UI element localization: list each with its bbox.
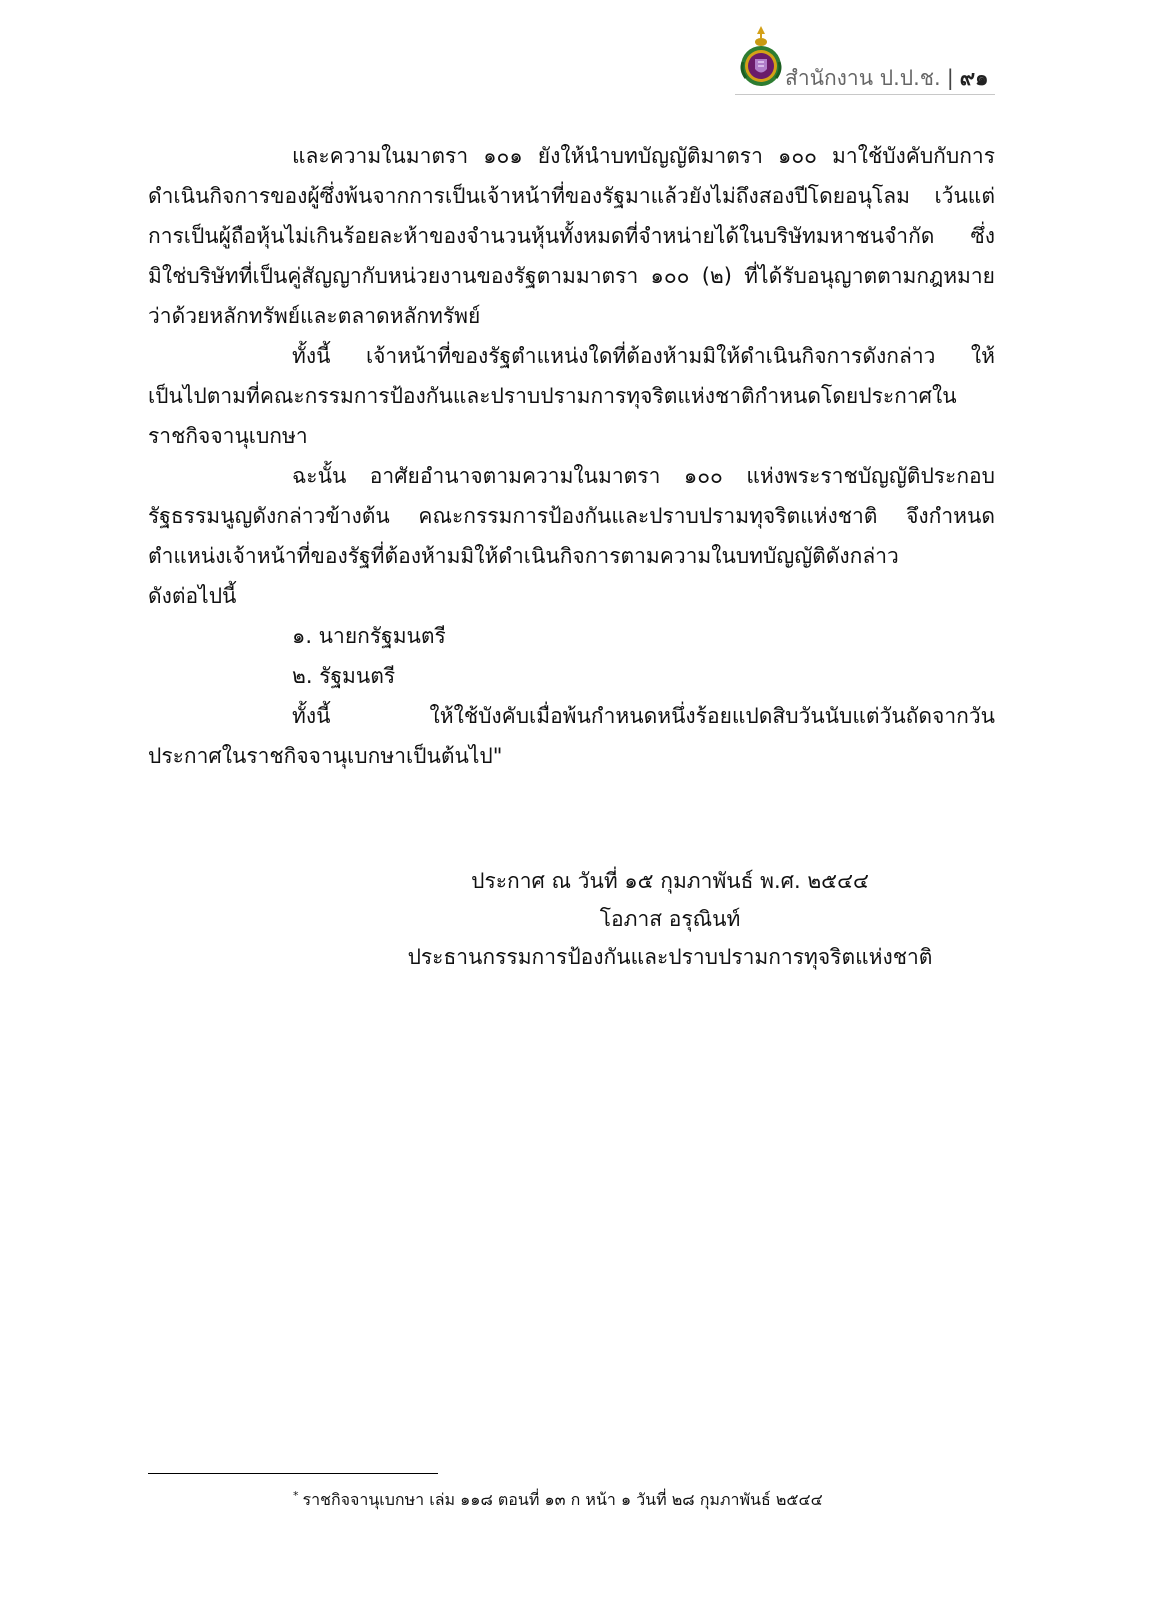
paragraph-line: ดำเนินกิจการของผู้ซึ่งพ้นจากการเป็นเจ้าหน้าที่ของรัฐมาแล้วยังไม่ถึงสองปีโดยอนุโลม เว้นแต่ (148, 184, 995, 208)
document-body (148, 136, 995, 776)
paragraph-prohibited-positions (148, 336, 995, 456)
page-header (735, 18, 995, 98)
paragraph-line: การเป็นผู้ถือหุ้นไม่เกินร้อยละห้าของจำนวนหุ้นทั้งหมดที่จำหน่ายได้ในบริษัทมหาชนจำกัด ซึ่ง (148, 224, 995, 248)
paragraph-authority (148, 456, 995, 616)
paragraph-line: ทั้งนี้ ให้ใช้บังคับเมื่อพ้นกำหนดหนึ่งร้อยแปดสิบวันนับแต่วันถัดจากวัน (292, 704, 995, 728)
signatory-position: ประธานกรรมการป้องกันและปราบปรามการทุจริตแห่งชาติ (407, 945, 933, 969)
signature-block (320, 862, 1020, 976)
paragraph-line: ทั้งนี้ เจ้าหน้าที่ของรัฐตำแหน่งใดที่ต้องห้ามมิให้ดำเนินกิจการดังกล่าว ให้ (292, 344, 995, 368)
header-title (785, 62, 989, 95)
header-divider (735, 94, 995, 95)
footnote-marker: * (293, 1488, 299, 1502)
paragraph-line: ฉะนั้น อาศัยอำนาจตามความในมาตรา ๑๐๐ แห่งพระราชบัญญัติประกอบ (292, 464, 995, 488)
paragraph-line: ตำแหน่งเจ้าหน้าที่ของรัฐที่ต้องห้ามมิให้ดำเนินกิจการตามความในบทบัญญัติดังกล่าว (148, 544, 899, 568)
paragraph-line: เป็นไปตามที่คณะกรรมการป้องกันและปราบปรามการทุจริตแห่งชาติกำหนดโดยประกาศใน (148, 384, 957, 408)
paragraph-line: ว่าด้วยหลักทรัพย์และตลาดหลักทรัพย์ (148, 304, 481, 328)
header-separator: | (946, 66, 954, 90)
list-item: ๑. นายกรัฐมนตรี (292, 624, 446, 648)
nacc-emblem-icon (738, 24, 784, 90)
paragraph-effective-date (148, 696, 995, 776)
footnote-text: ราชกิจจานุเบกษา เล่ม ๑๑๘ ตอนที่ ๑๓ ก หน้า ๑ วันที่ ๒๘ กุมภาพันธ์ ๒๕๔๔ (302, 1490, 823, 1509)
paragraph-line: ดังต่อไปนี้ (148, 584, 237, 608)
office-name: สำนักงาน ป.ป.ช. (785, 66, 941, 90)
paragraph-line: ประกาศในราชกิจจานุเบกษาเป็นต้นไป" (148, 744, 503, 768)
paragraph-line: รัฐธรรมนูญดังกล่าวข้างต้น คณะกรรมการป้องกันและปราบปรามทุจริตแห่งชาติ จึงกำหนด (148, 504, 995, 528)
paragraph-line: มิใช่บริษัทที่เป็นคู่สัญญากับหน่วยงานของรัฐตามมาตรา ๑๐๐ (๒) ที่ได้รับอนุญาตตามกฎหมาย (148, 264, 995, 288)
paragraph-line: ราชกิจจานุเบกษา (148, 424, 308, 448)
footnote-divider (148, 1473, 438, 1474)
announcement-date: ประกาศ ณ วันที่ ๑๕ กุมภาพันธ์ พ.ศ. ๒๕๔๔ (471, 869, 869, 893)
page-number: ๙๑ (959, 66, 989, 90)
paragraph-line: และความในมาตรา ๑๐๑ ยังให้นำบทบัญญัติมาตรา ๑๐๐ มาใช้บังคับกับการ (292, 144, 995, 168)
footnote (293, 1488, 823, 1513)
signatory-name: โอภาส อรุณินท์ (599, 907, 741, 931)
position-list (148, 616, 995, 696)
paragraph-section-101 (148, 136, 995, 336)
list-item: ๒. รัฐมนตรี (292, 664, 396, 688)
